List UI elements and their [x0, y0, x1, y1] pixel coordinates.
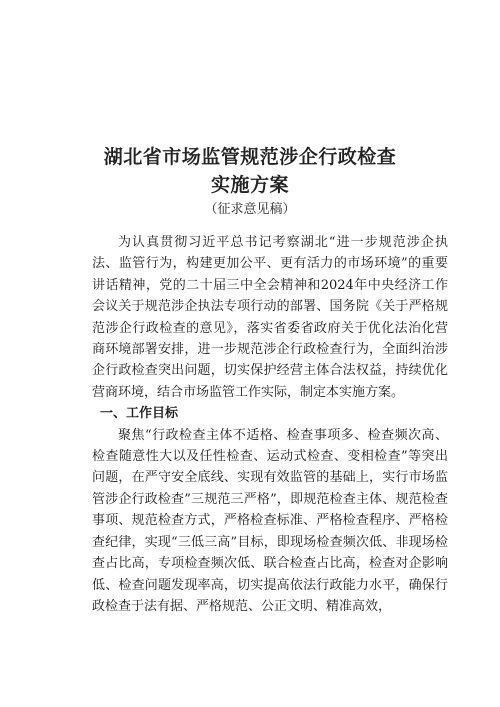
- intro-paragraph: 为认真贯彻习近平总书记考察湖北“进一步规范涉企执法、监管行为，构建更加公平、更有活力的市场环境”的重要讲话精神，党的二十届三中全会精神和2024年中央经济工作会议关于规范涉企执法专项行动的部署、国务院《关于严格规范涉企行政检查的意见》，落实省委省政府关于优化法治化营商环境部署安排，进一步规范涉企行政检查行为，全面纠治涉企行政检查突出问题，切实保护经营主体合法权益，持续优化营商环境，结合市场监管工作实际，制定本实施方案。: [92, 235, 448, 400]
- section-heading-goals: 一、工作目标: [100, 406, 179, 422]
- document-body: [92, 232, 448, 617]
- goals-paragraph: 聚焦“行政检查主体不适格、检查事项多、检查频次高、检查随意性大以及任性检查、运动式检查、变相检查”等突出问题，在严守安全底线、实现有效监管的基础上，实行市场监管涉企行政检查”三规范三严格”，即规范检查主体、规范检查事项、规范检查方式，严格检查标准、严格检查程序、严格检查纪律，实现“三低三高”目标，即现场检查频次低、非现场检查占比高，专项检查频次低、联合检查占比高，检查对企影响低、检查问题发现率高，切实提高依法行政能力水平，确保行政检查于法有据、严格规范、公正文明、精准高效，: [92, 427, 448, 614]
- document-title-line1: 湖北省市场监管规范涉企行政检查: [103, 146, 397, 168]
- document-title-line2: 实施方案: [210, 174, 289, 196]
- document-subtitle: （征求意见稿）: [204, 202, 296, 217]
